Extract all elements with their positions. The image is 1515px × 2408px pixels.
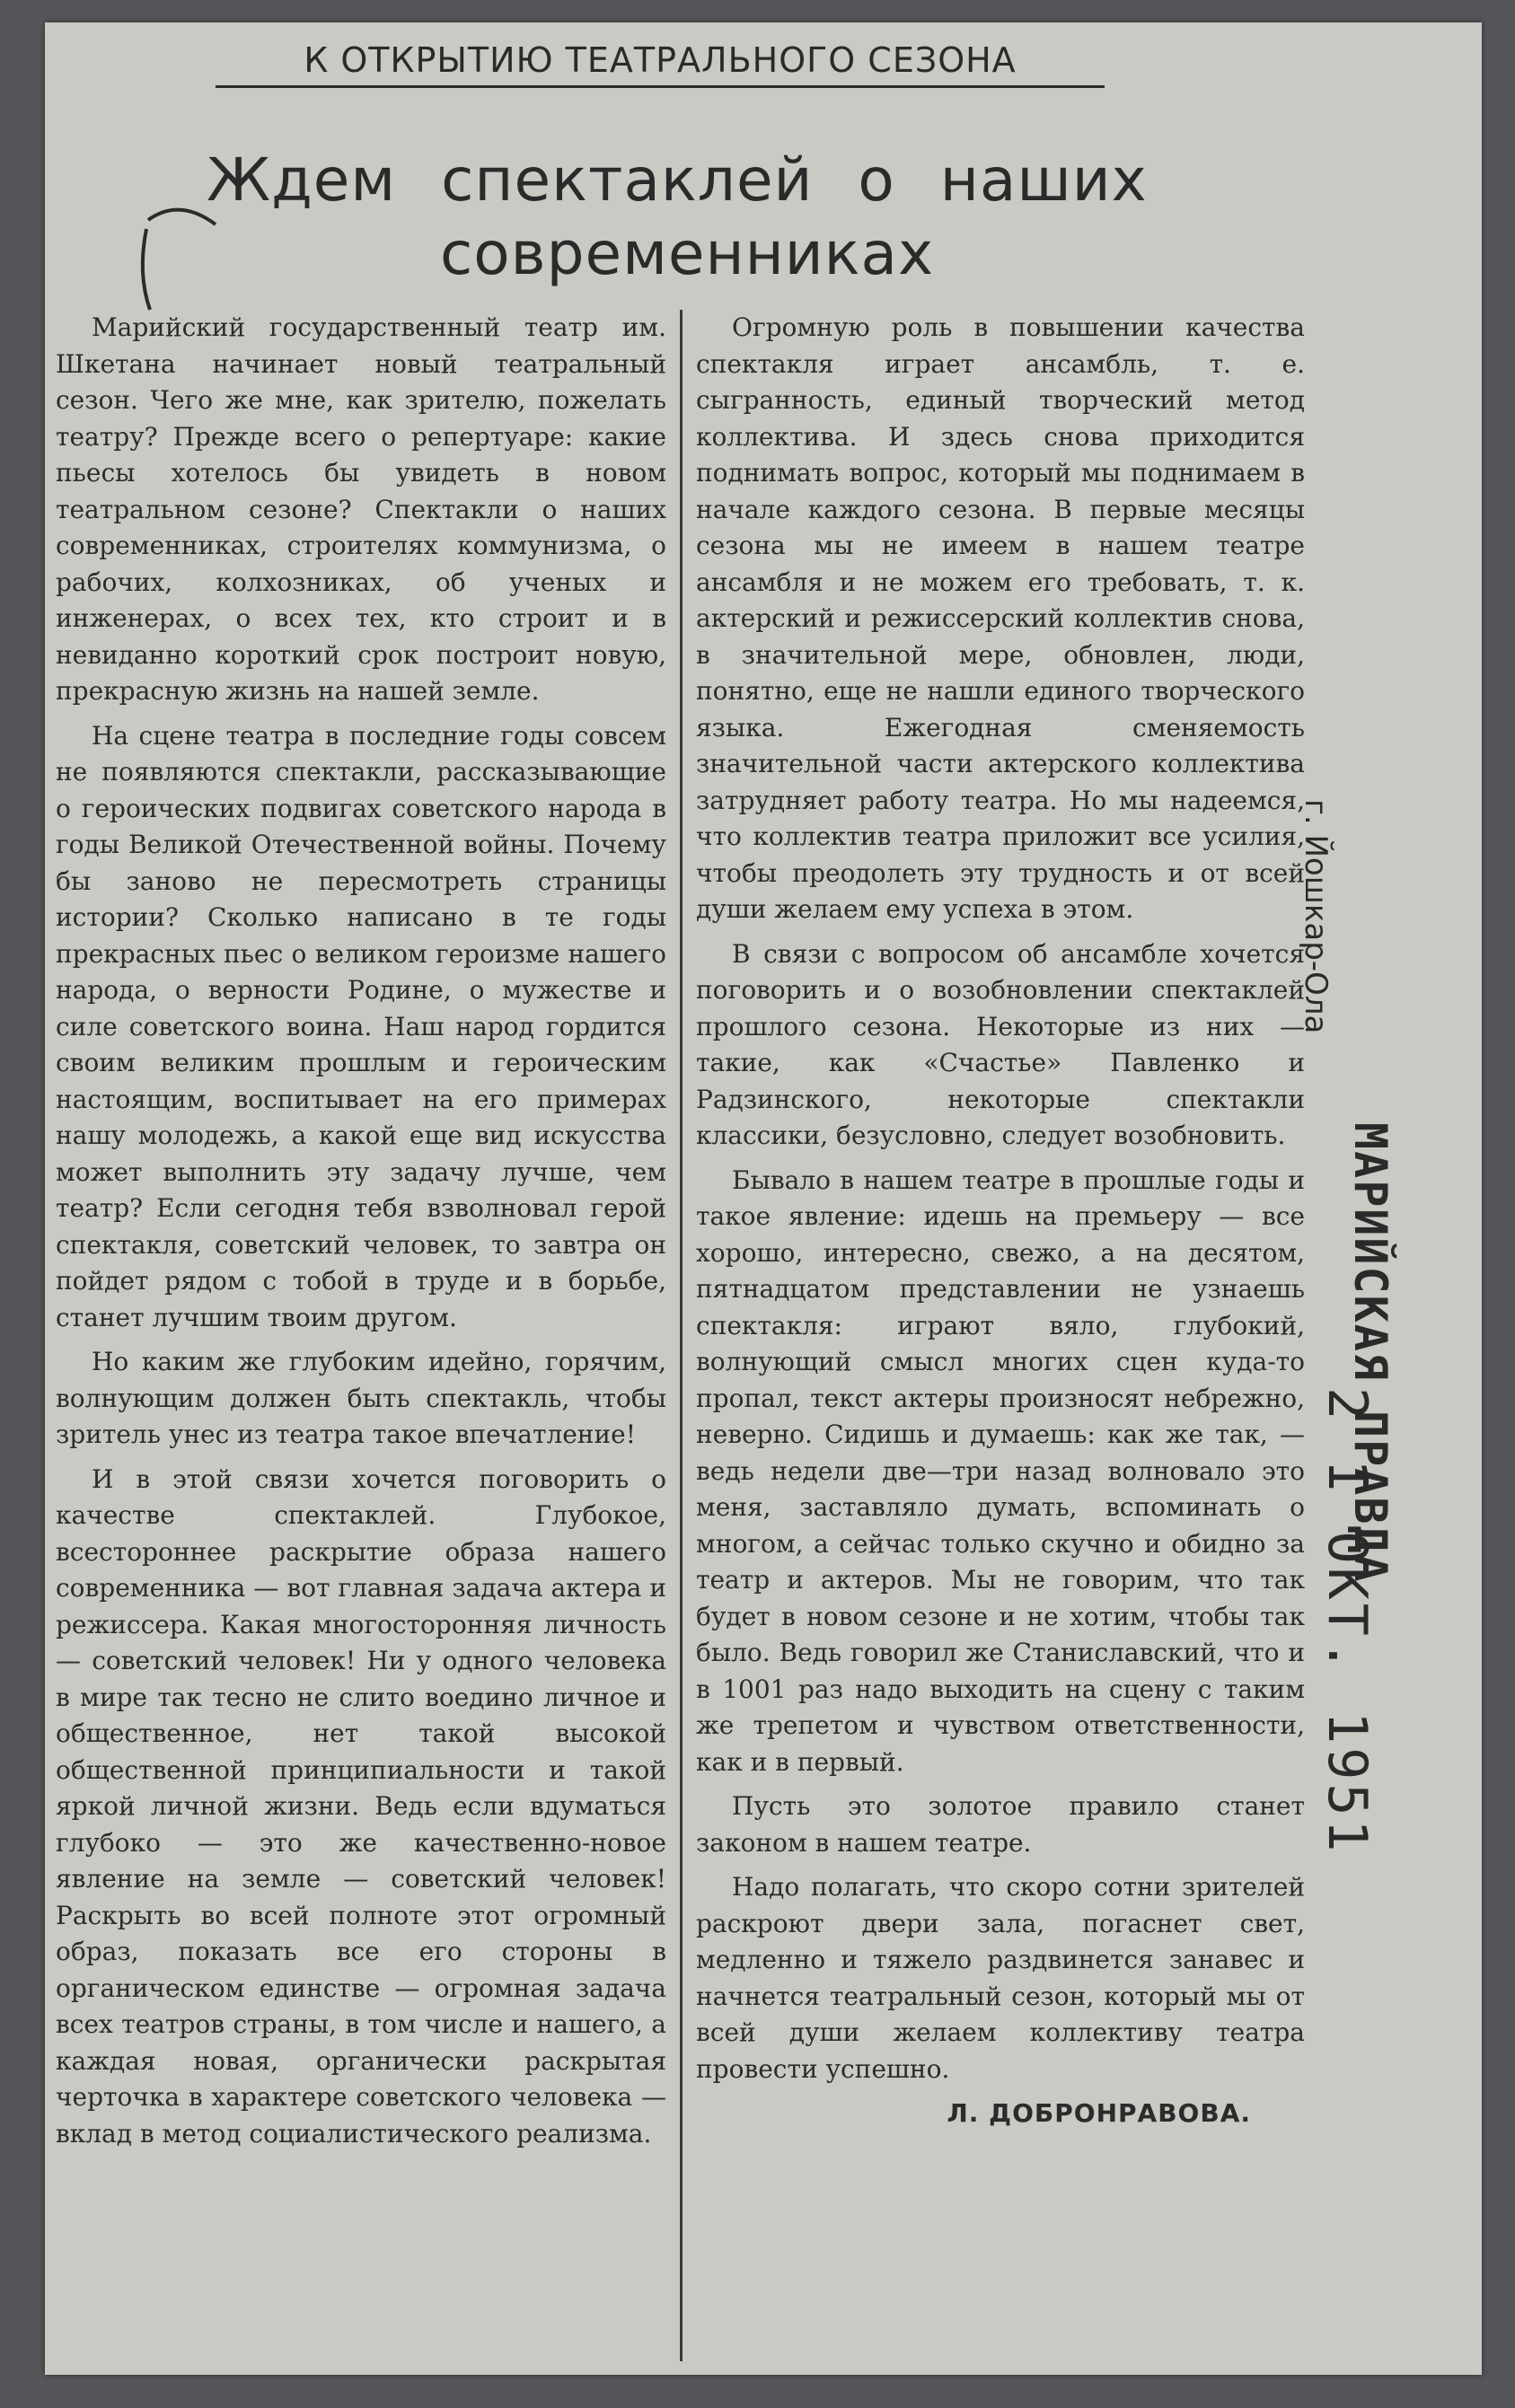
paragraph: Марийский государственный театр им. Шкетана начинает новый театральный сезон. Чего же мне, как зрителю, пожелать театру? Прежде всего о репертуаре: какие пьесы хотелось бы увидеть в новом театральном сезоне? Спектакли о наших современниках, строителях коммунизма, о рабочих, колхозниках, об ученых и инженерах, о всех тех, кто строит и в невиданно короткий срок построит новую, прекрасную жизнь на нашей земле.: [56, 312, 666, 706]
left-column: [56, 310, 666, 2160]
paragraph: И в этой связи хочется поговорить о качестве спектаклей. Глубокое, всестороннее раскрытие образа нашего современника — вот главная задача актера и режиссера. Какая многосторонняя личность — советский человек! Ни у одного человека в мире так тесно не слито воедино личное и общественное, нет такой высокой общественной принципиальности и такой яркой личной жизни. Ведь если вдуматься глубоко — это же качественно-новое явление на земле — советский человек! Раскрыть во всей полноте этот огромный образ, показать все его стороны в органическом единстве — огромная задача всех театров страны, в том числе и нашего, а каждая новая, органически раскрытая черточка в характере советского человека — вклад в метод социалистического реализма.: [56, 1463, 666, 2149]
stamp-date: 2 1 ОКТ. 1951: [1316, 1387, 1378, 1856]
headline: [162, 144, 1203, 291]
paragraph: Бывало в нашем театре в прошлые годы и такое явление: идешь на премьеру — все хорошо, интересно, свежо, а на десятом, пятнадцатом представлении не узнаешь спектакля: играют вяло, глубокий, волнующий смысл многих сцен куда-то пропал, текст актеры произносят небрежно, неверно. Сидишь и думаешь: как же так, — ведь недели две—три назад волновало это меня, заставляло думать, вспоминать о многом, а сейчас только скучно и обидно за театр и актеров. Мы не говорим, что так будет в новом сезоне и не хотим, чтобы так было. Ведь говорил же Станиславский, что и в 1001 раз надо выходить на сцену с таким же трепетом и чувством ответственности, как и в первый.: [696, 1164, 1305, 1777]
paragraph: В связи с вопросом об ансамбле хочется поговорить и о возобновлении спектаклей прошлого сезона. Некоторые из них — такие, как «Счастье» Павленко и Радзинского, некоторые спектакли классики, безусловно, следует возобновить.: [696, 938, 1305, 1150]
author-signature: Л. ДОБРОНРАВОВА.: [947, 2098, 1251, 2128]
right-column: [696, 310, 1305, 2132]
stamp-newspaper-name: МАРИЙСКАЯ ПРАВДА: [1344, 1122, 1396, 1584]
paragraph: Надо полагать, что скоро сотни зрителей раскроют двери зала, погаснет свет, медленно и тяжело раздвинется занавес и начнется театральный сезон, который мы от всей души желаем коллективу театра провести успешно.: [696, 1872, 1305, 2084]
paragraph: Пусть это золотое правило станет законом в нашем театре.: [696, 1791, 1305, 1858]
headline-line-1: Ждем спектаклей о наших: [207, 145, 1148, 215]
stamp-city: г. Йошкар-Ола: [1298, 799, 1334, 1034]
headline-line-2: современниках: [440, 219, 935, 288]
paragraph: На сцене театра в последние годы совсем не появляются спектакли, рассказывающие о героических подвигах советского народа в годы Великой Отечественной войны. Почему бы заново не пересмотреть страницы истории? Сколько написано в те годы прекрасных пьес о великом героизме нашего народа, о верности Родине, о мужестве и силе советского воина. Наш народ гордится своим великим прошлым и героическим настоящим, воспитывает на его примерах нашу молодежь, а какой еще вид искусства может выполнить эту задачу лучше, чем театр? Если сегодня тебя взволновал герой спектакля, советский человек, то завтра он пойдет рядом с тобой в труде и в борьбе, станет лучшим твоим другом.: [56, 720, 666, 1332]
paragraph: Огромную роль в повышении качества спектакля играет ансамбль, т. е. сыгранность, единый творческий метод коллектива. И здесь снова приходится поднимать вопрос, который мы поднимаем в начале каждого сезона. В первые месяцы сезона мы не имеем в нашем театре ансамбля и не можем его требовать, т. к. актерский и режиссерский коллектив снова, в значительной мере, обновлен, люди, понятно, еще не нашли единого творческого языка. Ежегодная сменяемость значительной части актерского коллектива затрудняет работу театра. Но мы надеемся, что коллектив театра приложит все усилия, чтобы преодолеть эту трудность и от всей души желаем ему успеха в этом.: [696, 312, 1305, 924]
paragraph: Но каким же глубоким идейно, горячим, волнующим должен быть спектакль, чтобы зритель унес из театра такое впечатление!: [56, 1347, 666, 1449]
column-divider: [680, 310, 683, 2361]
rubric: К ОТКРЫТИЮ ТЕАТРАЛЬНОГО СЕЗОНА: [216, 40, 1105, 88]
